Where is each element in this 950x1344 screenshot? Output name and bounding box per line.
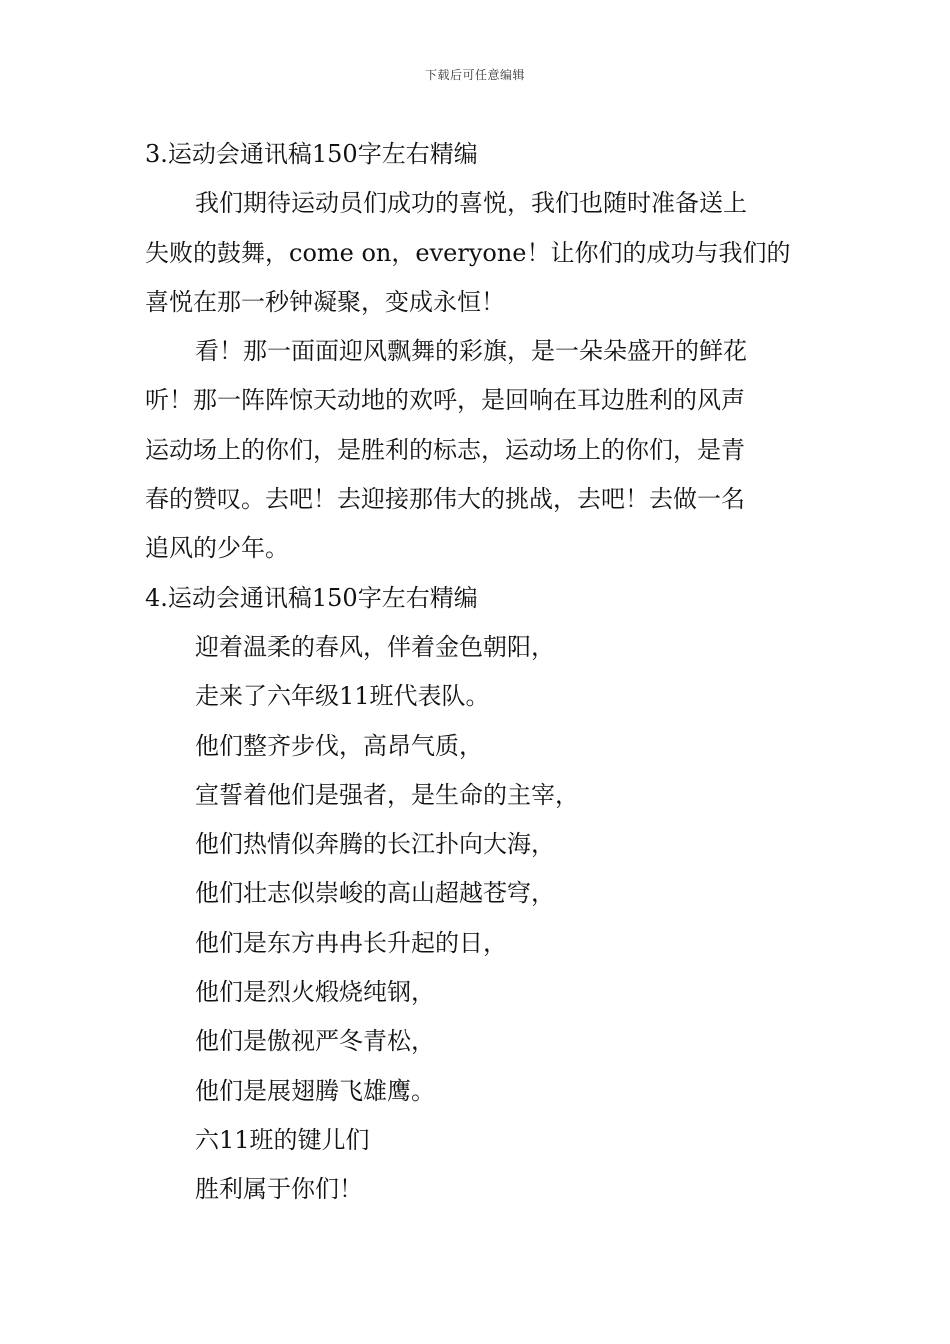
text-line: 运动场上的你们，是胜利的标志，运动场上的你们，是青 bbox=[145, 435, 745, 464]
poem-line: 宣誓着他们是强者，是生命的主宰， bbox=[195, 780, 579, 809]
poem-line: 迎着温柔的春风，伴着金色朝阳， bbox=[195, 632, 555, 661]
poem-line: 胜利属于你们！ bbox=[195, 1175, 363, 1204]
text-line: 我们期待运动员们成功的喜悦，我们也随时准备送上 bbox=[195, 189, 747, 218]
poem-line: 他们整齐步伐，高昂气质， bbox=[195, 731, 483, 760]
poem-line: 他们是东方冉冉长升起的日， bbox=[195, 928, 507, 957]
section-heading: 4.运动会通讯稿150字左右精编 bbox=[145, 583, 478, 612]
poem-line: 他们是傲视严冬青松， bbox=[195, 1027, 435, 1056]
text-line: 喜悦在那一秒钟凝聚，变成永恒！ bbox=[145, 287, 505, 316]
text-line: 失败的鼓舞，come on，everyone！让你们的成功与我们的 bbox=[145, 238, 791, 267]
text-line: 听！那一阵阵惊天动地的欢呼，是回响在耳边胜利的风声 bbox=[145, 386, 745, 415]
section-heading: 3.运动会通讯稿150字左右精编 bbox=[145, 140, 478, 168]
poem-line: 他们热情似奔腾的长江扑向大海， bbox=[195, 830, 555, 859]
poem-line: 他们是烈火煅烧纯钢， bbox=[195, 978, 435, 1007]
poem bbox=[145, 623, 810, 1215]
paragraph bbox=[145, 179, 810, 327]
poem-line: 六11班的键儿们 bbox=[195, 1125, 370, 1154]
poem-line: 他们是展翅腾飞雄鹰。 bbox=[195, 1076, 435, 1105]
poem-line: 走来了六年级11班代表队。 bbox=[195, 682, 490, 711]
text-line: 春的赞叹。去吧！去迎接那伟大的挑战，去吧！去做一名 bbox=[145, 485, 745, 514]
page-header: 下载后可任意编辑 bbox=[424, 68, 525, 82]
text-line: 看！那一面面迎风飘舞的彩旗，是一朵朵盛开的鲜花 bbox=[195, 337, 747, 366]
paragraph bbox=[145, 327, 810, 573]
text-line: 追风的少年。 bbox=[145, 534, 289, 563]
poem-line: 他们壮志似崇峻的高山超越苍穹， bbox=[195, 879, 555, 908]
document-body bbox=[145, 130, 810, 1215]
